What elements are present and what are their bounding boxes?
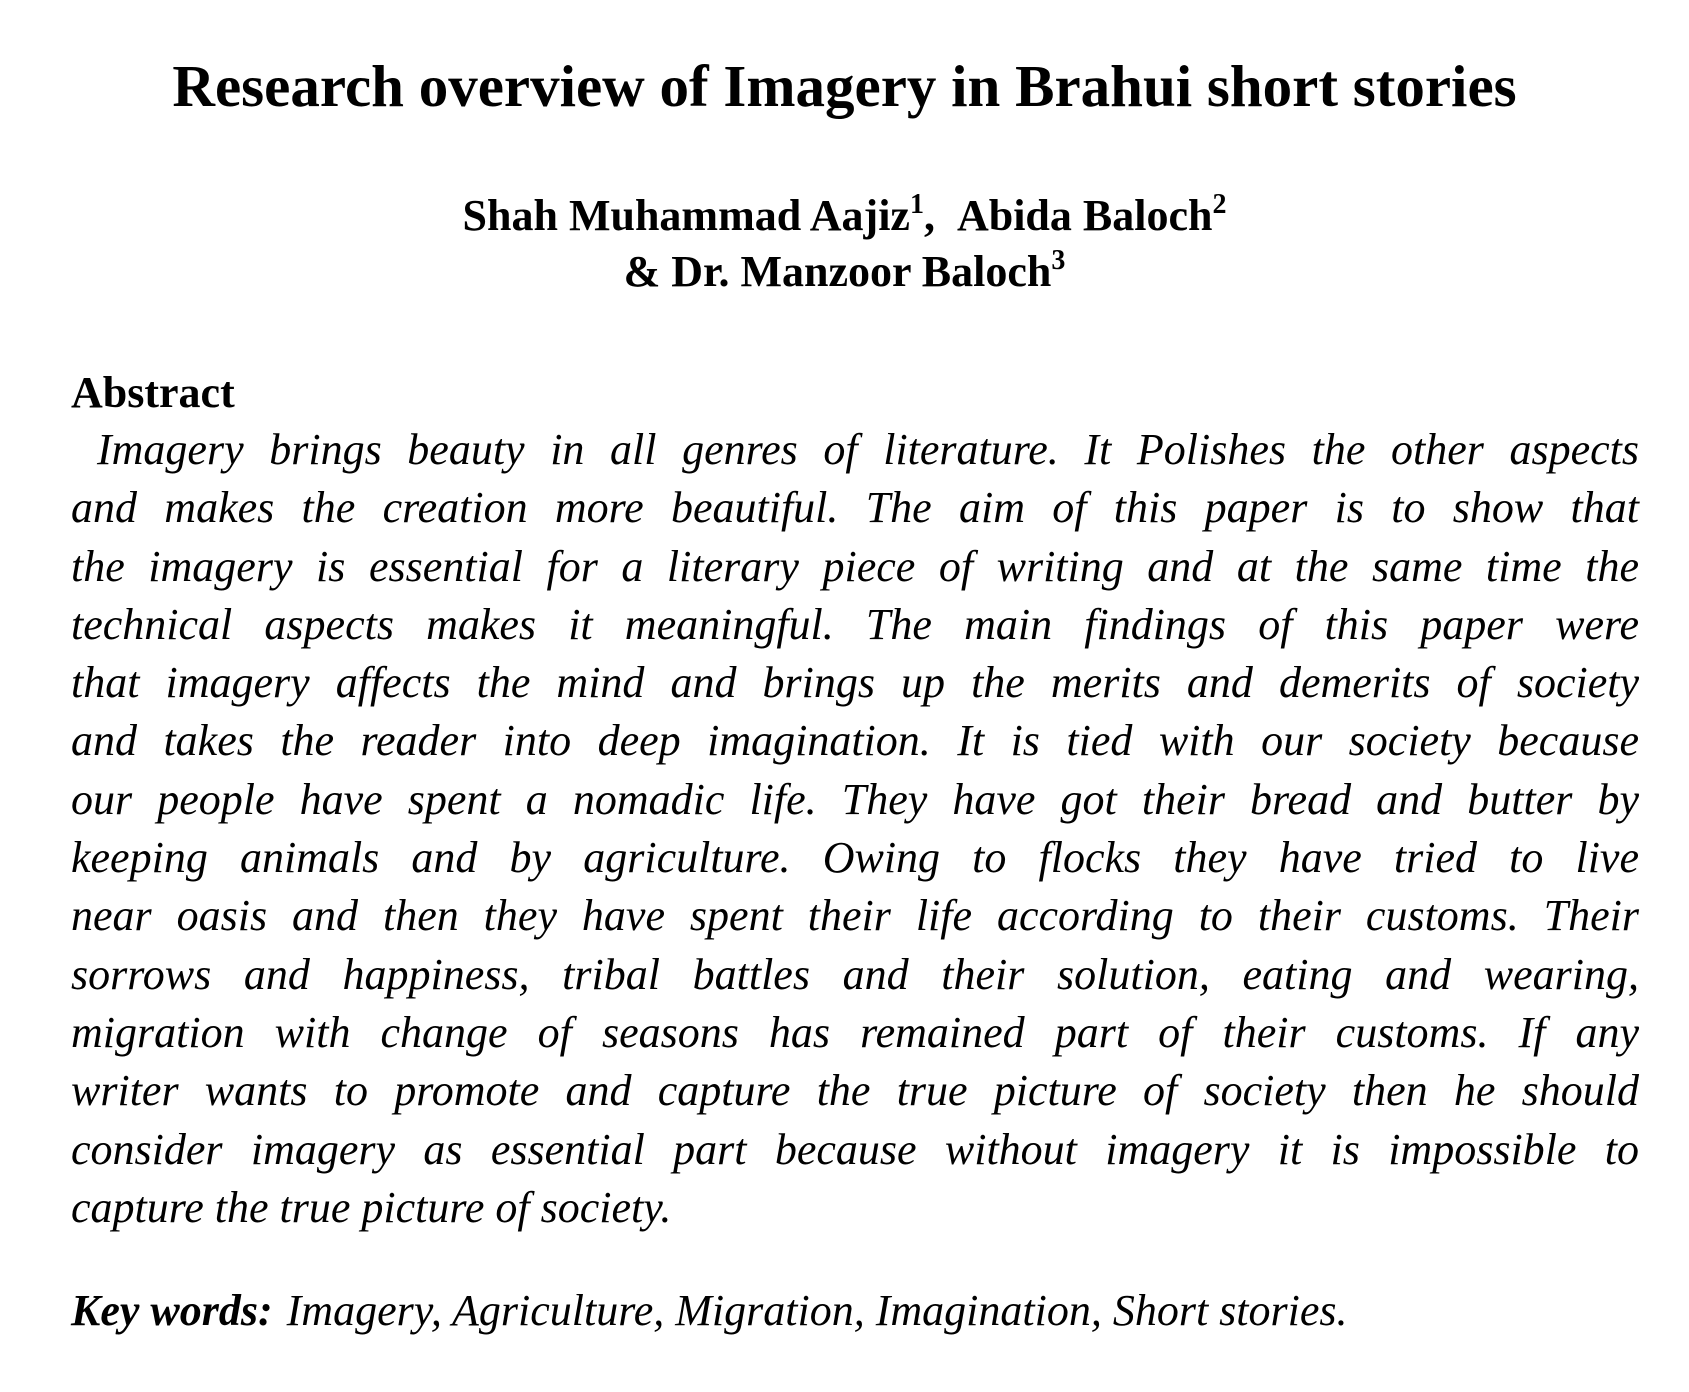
author-line-1 (0, 188, 1689, 244)
author-separator: , (923, 191, 935, 240)
abstract-body (71, 421, 1639, 1237)
abstract-line: migration with change of seasons has remained part of their customs. If any (71, 1007, 1639, 1057)
abstract-line: technical aspects makes it meaningful. The main findings of this paper were (71, 599, 1639, 649)
author-block (0, 188, 1689, 300)
abstract-line: writer wants to promote and capture the true picture of society then he should (71, 1066, 1639, 1116)
abstract-line: capture the true picture of society. (71, 1182, 672, 1232)
author-line-2 (0, 244, 1689, 300)
paper-title: Research overview of Imagery in Brahui short stories (172, 53, 1517, 119)
abstract-line: consider imagery as essential part because without imagery it is impossible to (71, 1124, 1639, 1174)
abstract-line: near oasis and then they have spent their life according to their customs. Their (71, 891, 1639, 941)
keywords-list: Imagery, Agriculture, Migration, Imagination, Short stories. (286, 1286, 1348, 1335)
author-affiliation-marker: 2 (1212, 189, 1227, 221)
abstract-line: the imagery is essential for a literary piece of writing and at the same time the (71, 541, 1639, 591)
abstract-line: and makes the creation more beautiful. The aim of this paper is to show that (71, 483, 1639, 533)
abstract-line: our people have spent a nomadic life. They have got their bread and butter by (71, 774, 1639, 824)
abstract-line: Imagery brings beauty in all genres of literature. It Polishes the other aspects (97, 425, 1639, 474)
abstract-line: keeping animals and by agriculture. Owing to flocks they have tried to live (71, 833, 1639, 883)
abstract-line: and takes the reader into deep imagination. It is tied with our society because (71, 716, 1639, 766)
author-name: Shah Muhammad Aajiz (462, 191, 910, 240)
author-affiliation-marker: 1 (909, 189, 924, 221)
keywords-line (71, 1283, 1348, 1339)
keywords-label: Key words: (71, 1286, 273, 1335)
author-affiliation-marker: 3 (1051, 245, 1066, 277)
author-name: & Dr. Manzoor Baloch (623, 247, 1052, 296)
abstract-heading: Abstract (71, 368, 235, 417)
abstract-line: sorrows and happiness, tribal battles and their solution, eating and wearing, (71, 949, 1639, 999)
author-name: Abida Baloch (956, 191, 1213, 240)
abstract-line: that imagery affects the mind and brings up the merits and demerits of society (71, 658, 1639, 708)
